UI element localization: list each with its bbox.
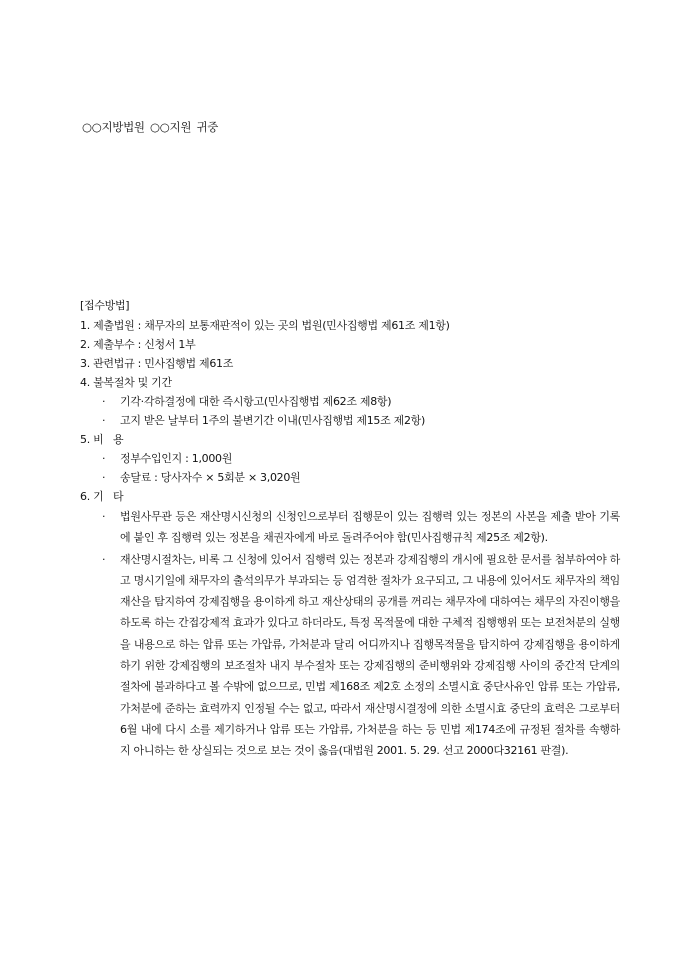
receipt-method-section	[80, 296, 620, 762]
appeal-sub-item	[80, 392, 620, 411]
bullet-icon: ·	[102, 510, 106, 523]
cost-sub-text: 송달료 : 당사자수 × 5회분 × 3,020원	[120, 471, 301, 484]
item-copies: 2. 제출부수 : 신청서 1부	[80, 338, 196, 351]
appeal-sub-item	[80, 411, 620, 430]
appeal-sub-text: 고지 받은 날부터 1주의 불변기간 이내(민사집행법 제15조 제2항)	[120, 414, 425, 427]
court-addressee: ○○지방법원 ○○지원 귀중	[82, 120, 219, 134]
etc-paragraph	[80, 549, 620, 762]
cost-sub-item	[80, 468, 620, 487]
cost-sub-text: 정부수입인지 : 1,000원	[120, 452, 233, 465]
item-etc: 6. 기 타	[80, 490, 124, 503]
etc-paragraph-text: 법원사무관 등은 재산명시신청의 신청인으로부터 집행문이 있는 집행력 있는 정본의 사본을 제출 받아 기록에 붙인 후 집행력 있는 정본을 채권자에게 바로 돌려주어야 함(민사집행규칙 제25조 제2항).	[120, 510, 620, 545]
cost-sub-item	[80, 449, 620, 468]
bullet-icon: ·	[102, 395, 106, 408]
section-heading: [접수방법]	[80, 299, 130, 312]
item-cost: 5. 비 용	[80, 433, 124, 446]
etc-paragraph-text: 재산명시절차는, 비록 그 신청에 있어서 집행력 있는 정본과 강제집행의 개시에 필요한 문서를 첨부하여야 하고 명시기일에 채무자의 출석의무가 부과되는 등 엄격한 절차가 요구되고, 그 내용에 있어서도 채무자의 책임재산을 탐지하여 강제집행을 용이하게 하고 재산상태의 공개를 꺼리는 채무자에 대하여는 채무의 자진이행을 하도록 하는 간접강제적 효과가 있다고 하더라도, 특정 목적물에 대한 구체적 집행행위 또는 보전처분의 실행을 내용으로 하는 압류 또는 가압류, 가처분과 달리 어디까지나 집행목적물을 탐지하여 강제집행을 용이하게 하기 위한 강제집행의 보조절차 내지 부수절차 또는 강제집행의 준비행위와 강제집행 사이의 중간적 단계의 절차에 불과하다고 볼 수밖에 없으므로, 민법 제168조 제2호 소정의 소멸시효 중단사유인 압류 또는 가압류, 가처분에 준하는 효력까지 인정될 수는 없고, 따라서 재산명시결정에 의한 소멸시효 중단의 효력은 그로부터 6월 내에 다시 소를 제기하거나 압류 또는 가압류, 가처분을 하는 등 민법 제174조에 규정된 절차를 속행하지 아니하는 한 상실되는 것으로 보는 것이 옳음(대법원 2001. 5. 29. 선고 2000다32161 판결).	[120, 552, 620, 758]
item-appeal: 4. 불복절차 및 기간	[80, 376, 172, 389]
appeal-sub-text: 기각·각하결정에 대한 즉시항고(민사집행법 제62조 제8항)	[120, 395, 392, 408]
bullet-icon: ·	[102, 452, 106, 465]
item-submit-court: 1. 제출법원 : 채무자의 보통재판적이 있는 곳의 법원(민사집행법 제61조 제1항)	[80, 319, 450, 332]
bullet-icon: ·	[102, 471, 106, 484]
item-related-law: 3. 관련법규 : 민사집행법 제61조	[80, 357, 234, 370]
etc-paragraph	[80, 506, 620, 549]
bullet-icon: ·	[102, 552, 106, 566]
bullet-icon: ·	[102, 414, 106, 427]
